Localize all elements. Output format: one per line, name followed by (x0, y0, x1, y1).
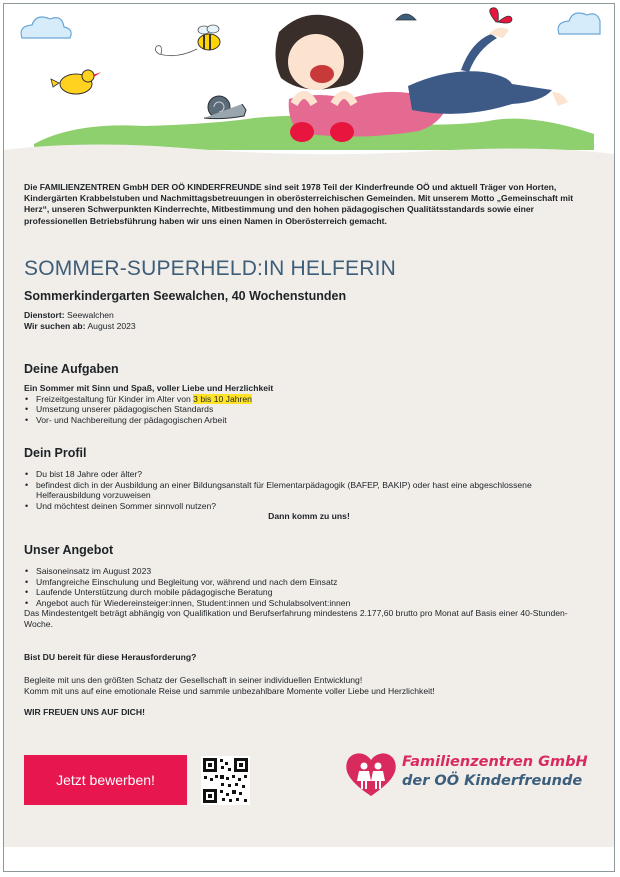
closing-line-2: Komm mit uns auf eine emotionale Reise und sammle unbezahlbare Momente voller Liebe und Herzlichkeit! (24, 685, 435, 696)
list-item: • Vor- und Nachbereitung der pädagogischen Arbeit (24, 415, 594, 426)
profile-heading: Dein Profil (24, 446, 87, 460)
list-item: • Angebot auch für Wiedereinsteiger:innen, Student:innen und Schulabsolvent:innen (24, 598, 594, 609)
start-label: Wir suchen ab: (24, 321, 86, 331)
offer-section (24, 566, 594, 630)
cloud-icon (21, 17, 71, 38)
logo-wordmark (402, 753, 588, 791)
company-intro: Die FAMILIENZENTREN GmbH DER OÖ KINDERFREUNDE sind seit 1978 Teil der Kinderfreunde OÖ und aktuell Träger von Horten, Kindergärten Krabbelstuben und Nachmittagsbetreuungen in oberösterreichischen Gemeinden. Mit unserem Motto „Gemeinschaft mit Herz“, unseren Schwerpunkten Kinderrechte, Mitbestimmung und den hohen pädagogischen Qualitätsstandards sowie einer professionellen Betriebsführung haben wir uns einen Namen in Oberösterreich gemacht. (24, 182, 574, 226)
list-item: • Saisoneinsatz im August 2023 (24, 566, 594, 577)
qr-code-icon[interactable] (201, 756, 250, 805)
location-label: Dienstort: (24, 310, 65, 320)
job-meta (24, 310, 136, 332)
salary-text: Das Mindestentgelt beträgt abhängig von Qualifikation und Berufserfahrung mindestens 2.177,60 brutto pro Monat auf Basis einer 40-Stunden-Woche. (24, 608, 568, 629)
hero-illustration (4, 4, 614, 172)
cloud-icon (558, 13, 600, 34)
profile-closing: Dann komm zu uns! (268, 511, 350, 522)
closing-line-1: Begleite mit uns den größten Schatz der Gesellschaft in seiner individuellen Entwicklung! (24, 675, 363, 685)
tasks-lead: Ein Sommer mit Sinn und Spaß, voller Liebe und Herzlichkeit (24, 383, 274, 393)
location-value: Seewalchen (66, 310, 114, 320)
closing-question: Bist DU bereit für diese Herausforderung? (24, 652, 197, 662)
age-highlight: 3 bis 10 Jahren (193, 393, 252, 404)
start-value: August 2023 (87, 321, 136, 331)
tasks-list (24, 394, 594, 426)
company-logo (344, 748, 594, 800)
tasks-heading: Deine Aufgaben (24, 362, 119, 376)
logo-line-2: der OÖ Kinderfreunde (402, 773, 583, 789)
apply-button[interactable]: Jetzt bewerben! (24, 755, 187, 805)
offer-heading: Unser Angebot (24, 543, 114, 557)
list-item: • Umsetzung unserer pädagogischen Standards (24, 404, 594, 415)
bird-icon (51, 70, 101, 94)
list-item: • befindest dich in der Ausbildung an einer Bildungsanstalt für Elementarpädagogik (BAFEP, BAKIP) oder hast eine abgeschlossene Helferausbildung vorzuweisen (24, 480, 594, 501)
list-item: • Laufende Unterstützung durch mobile pädagogische Beratung (24, 587, 594, 598)
job-posting-page (3, 3, 615, 872)
profile-section (24, 469, 594, 522)
profile-list (24, 469, 594, 511)
list-item: • Umfangreiche Einschulung und Begleitung vor, während und nach dem Einsatz (24, 577, 594, 588)
list-item: • Und möchtest deinen Sommer sinnvoll nutzen? (24, 501, 594, 512)
bug-icon (396, 14, 416, 20)
tasks-section (24, 383, 594, 425)
closing-shout: WIR FREUEN UNS AUF DICH! (24, 707, 145, 717)
job-subtitle: Sommerkindergarten Seewalchen, 40 Wochenstunden (24, 289, 347, 303)
offer-list (24, 566, 594, 608)
closing-text (24, 675, 594, 696)
footer-bar (4, 847, 614, 872)
list-item: • Freizeitgestaltung für Kinder im Alter von 3 bis 10 Jahren (24, 394, 594, 405)
list-item: • Du bist 18 Jahre oder älter? (24, 469, 594, 480)
logo-line-1: Familienzentren GmbH (402, 754, 588, 770)
bee-icon (155, 25, 220, 56)
snail-icon (204, 96, 246, 119)
heart-children-icon (344, 750, 398, 798)
job-title: SOMMER-SUPERHELD:IN HELFERIN (24, 257, 396, 280)
butterfly-icon (490, 8, 512, 23)
